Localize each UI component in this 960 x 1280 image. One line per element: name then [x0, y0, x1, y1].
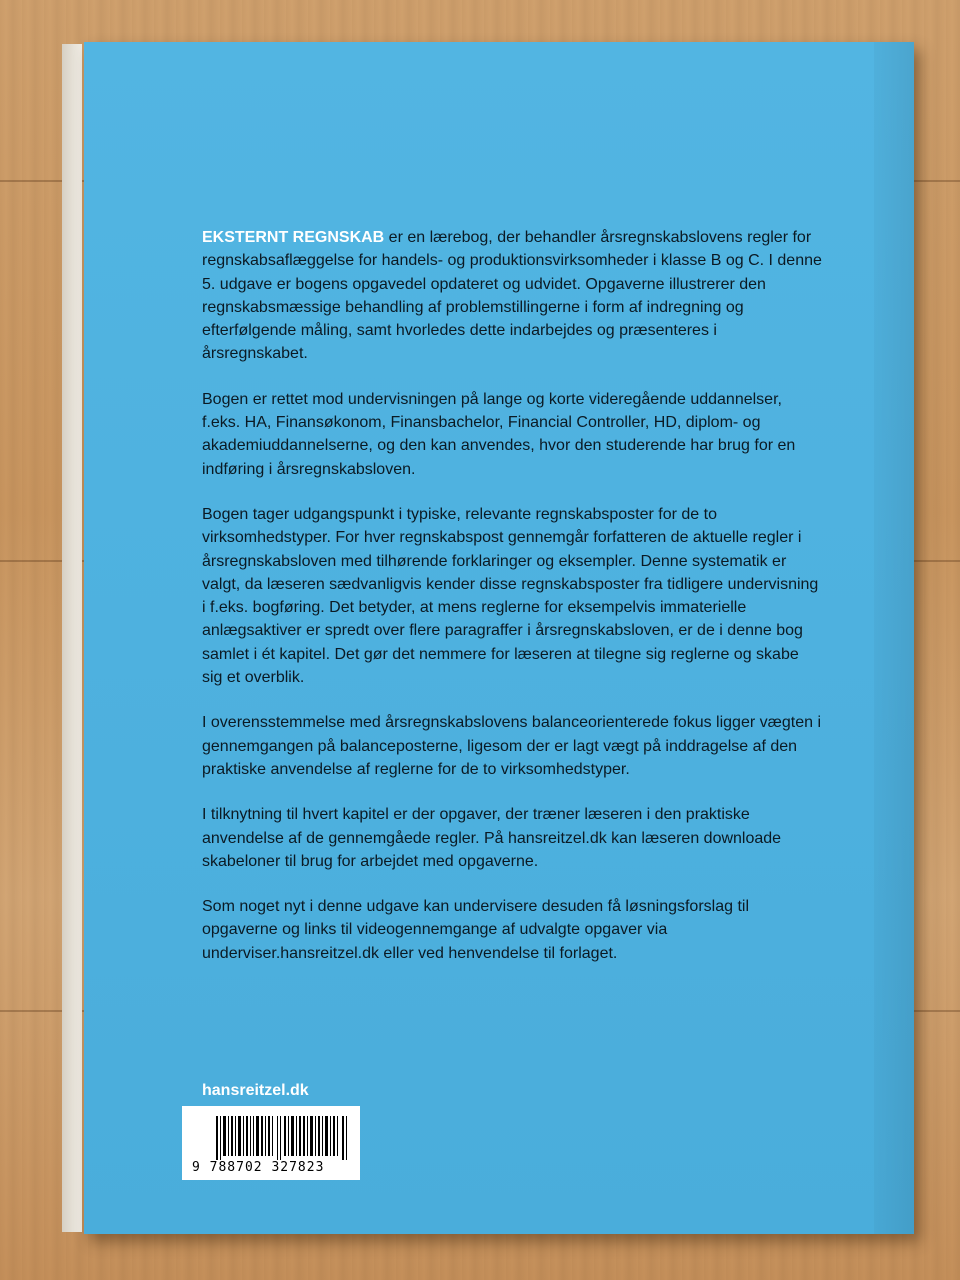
book-spine-shade: [874, 42, 914, 1234]
barcode-bars: [216, 1116, 348, 1160]
book-title-inline: EKSTERNT REGNSKAB: [202, 229, 385, 246]
blurb-paragraph: I tilknytning til hvert kapitel er der opgaver, der træner læseren i den praktiske anvendelse af de gennemgåede regler. På hansreitzel.dk kan læseren downloade skabeloner til brug for arbejdet med opgaverne.: [202, 806, 782, 870]
blurb-paragraph: Bogen tager udgangspunkt i typiske, relevante regnskabsposter for de to virksomhedstyper. For hver regnskabspost gennemgår forfatteren de aktuelle regler i årsregnskabsloven med tilhørende forklaringer og eksempler. Denne systematik er valgt, da læseren sædvanligvis kender disse regnskabsposter fra tidligere undervisning i f.eks. bogføring. Det betyder, at mens reglerne for eksempelvis immaterielle anlægsaktiver er spredt over flere paragraffer i årsregnskabsloven, er de i denne bog samlet i ét kapitel. Det gør det nemmere for læseren at tilegne sig reglerne og skabe sig et overblik.: [202, 505, 819, 687]
isbn-barcode: [182, 1106, 360, 1180]
blurb-paragraph: Som noget nyt i denne udgave kan undervisere desuden få løsningsforslag til opgaverne og links til videogennemgange af udvalgte opgaver via underviser.hansreitzel.dk eller ved henvendelse til forlaget.: [202, 898, 750, 962]
book-page-edge: [62, 44, 82, 1232]
isbn-number: 9 788702 327823: [192, 1160, 325, 1175]
blurb-paragraph-text: er en lærebog, der behandler årsregnskabslovens regler for regnskabsaflæggelse for handels- og produktionsvirksomheder i klasse B og C. I denne 5. udgave er bogens opgavedel opdateret og udvidet. Opgaverne illustrerer den regnskabsmæssige behandling af problemstillingerne i form af indregning og efterfølgende måling, samt hvorledes dette indarbejdes og præsenteres i årsregnskabet.: [202, 229, 822, 363]
blurb-paragraph: Bogen er rettet mod undervisningen på lange og korte videregående uddannelser, f.eks. HA, Finansøkonom, Finansbachelor, Financial Controller, HD, diplom- og akademiuddannelserne, og den kan anvendes, hvor den studerende har brug for en indføring i årsregnskabsloven.: [202, 390, 796, 478]
back-cover-blurb: [202, 226, 822, 987]
blurb-paragraph: I overensstemmelse med årsregnskabslovens balanceorienterede fokus ligger vægten i gennemgangen på balanceposterne, ligesom der er lagt vægt på inddragelse af den praktiske anvendelse af reglerne for de to virksomhedstyper.: [202, 714, 821, 778]
publisher-website: hansreitzel.dk: [202, 1082, 309, 1099]
blurb-paragraph: [202, 226, 822, 366]
